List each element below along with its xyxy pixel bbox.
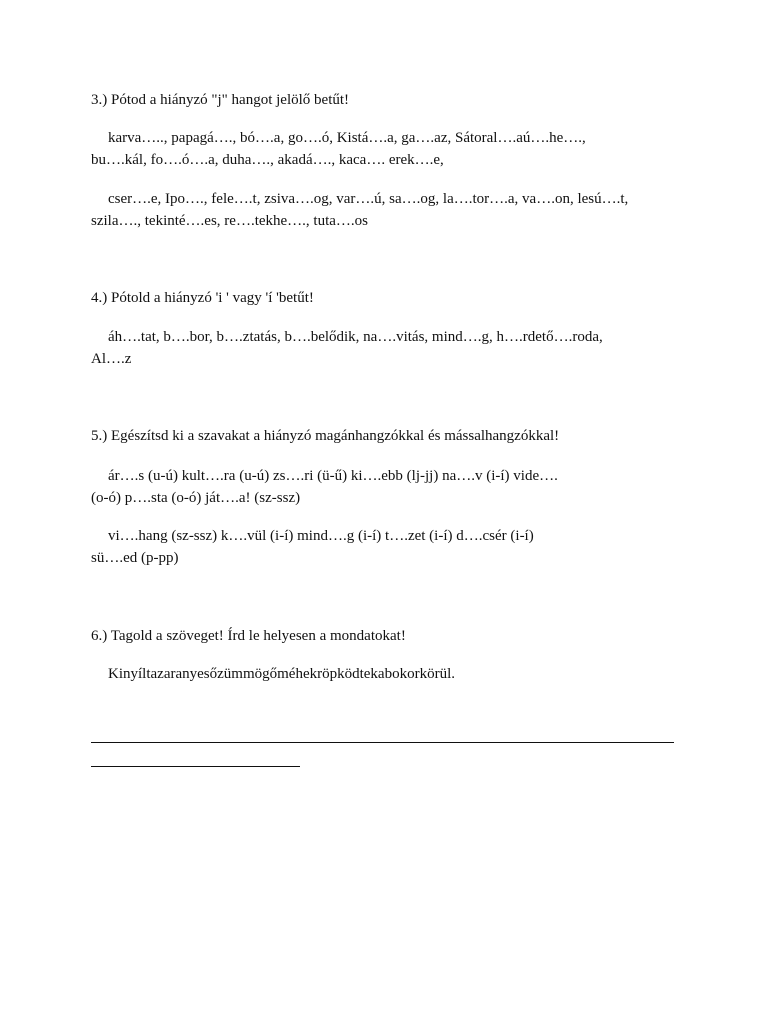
exercise-5-text-line: ár….s (u-ú) kult….ra (u-ú) zs….ri (ü-ű) ki….ebb (lj-jj) na….v (i-í) vide…. (108, 468, 558, 484)
exercise-3-title: 3.) Pótod a hiányzó "j" hangot jelölő betűt! (91, 92, 350, 108)
exercise-5-text-line: (o-ó) p….sta (o-ó) ját….a! (sz-ssz) (91, 490, 301, 506)
exercise-6-title: 6.) Tagold a szöveget! Írd le helyesen a mondatokat! (91, 628, 406, 644)
exercise-6-text: Kinyíltazaranyesőzümmögőméhekröpködtekabokorkörül. (108, 666, 455, 682)
answer-line[interactable] (91, 742, 674, 743)
exercise-3-text-line: cser….e, Ipo…., fele….t, zsiva….og, var….ú, sa….og, la….tor….a, va….on, lesú….t, (108, 191, 629, 207)
exercise-3-text-line: bu….kál, fo….ó….a, duha…., akadá…., kaca…. erek….e, (91, 152, 444, 168)
answer-line[interactable] (91, 766, 300, 767)
exercise-3-text-line: szila…., tekinté….es, re….tekhe…., tuta….os (91, 213, 369, 229)
exercise-5-title: 5.) Egészítsd ki a szavakat a hiányzó magánhangzókkal és mássalhangzókkal! (91, 428, 560, 444)
exercise-4-text-line: áh….tat, b….bor, b….ztatás, b….belődik, na….vitás, mind….g, h….rdető….roda, (108, 329, 603, 345)
exercise-5-text-line: vi….hang (sz-ssz) k….vül (i-í) mind….g (i-í) t….zet (i-í) d….csér (i-í) (108, 528, 534, 544)
exercise-4-text-line: Al….z (91, 351, 132, 367)
exercise-3-text-line: karva….., papagá…., bó….a, go….ó, Kistá….a, ga….az, Sátoral….aú….he…., (108, 130, 586, 146)
exercise-4-title: 4.) Pótold a hiányzó 'i ' vagy 'í 'betűt! (91, 290, 314, 306)
exercise-5-text-line: sü….ed (p-pp) (91, 550, 179, 566)
